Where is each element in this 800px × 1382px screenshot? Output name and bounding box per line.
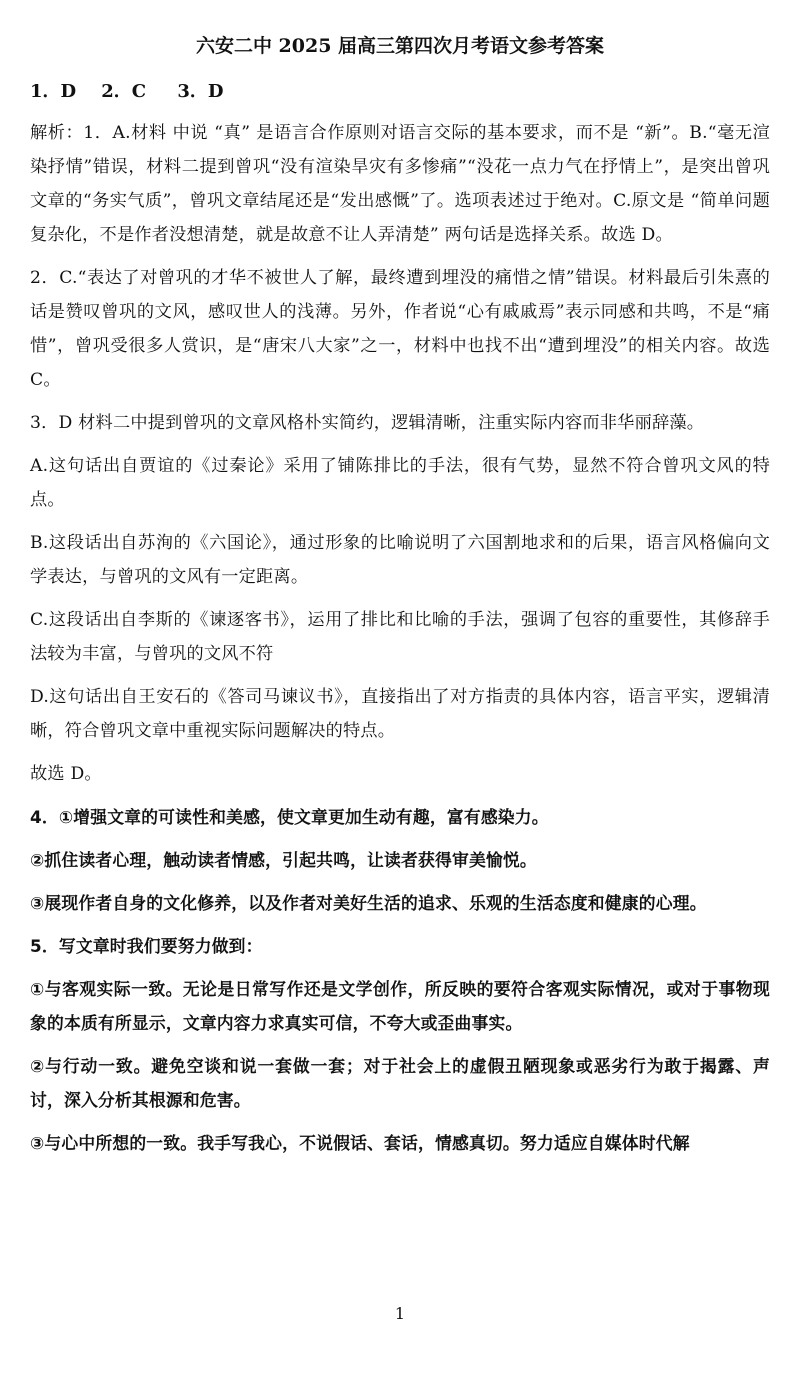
paragraph: 解析：1．A.材料 中说 “真” 是语言合作原则对语言交际的基本要求，而不是 “新”。B.“毫无渲染抒情”错误，材料二提到曾巩“没有渲染旱灾有多惨痛”“没花一点力气在抒情上”，是突出曾巩文章的“务实气质”，曾巩文章结尾还是“发出感慨”了。选项表述过于绝对。C.原文是 “简单问题复杂化，不是作者没想清楚，就是故意不让人弄清楚” 两句话是选择关系。故选 D。 (30, 123, 770, 245)
paragraph: ③与心中所想的一致。我手写我心，不说假话、套话，情感真切。努力适应自媒体时代解 (30, 1133, 690, 1153)
paragraph: B.这段话出自苏洵的《六国论》，通过形象的比喻说明了六国割地求和的后果，语言风格偏向文学表达，与曾巩的文风有一定距离。 (30, 533, 770, 587)
page-number: 1 (394, 1304, 406, 1323)
paragraph: 故选 D。 (30, 764, 102, 784)
paragraph: ③展现作者自身的文化修养，以及作者对美好生活的追求、乐观的生活态度和健康的心理。 (30, 893, 707, 913)
paragraph: ①与客观实际一致。无论是日常写作还是文学创作，所反映的要符合客观实际情况，或对于事物现象的本质有所显示，文章内容力求真实可信，不夸大或歪曲事实。 (30, 979, 770, 1033)
paragraph: A.这句话出自贾谊的《过秦论》采用了铺陈排比的手法，很有气势，显然不符合曾巩文风的特点。 (30, 456, 770, 510)
answer-summary: 1．D 2．C 3．D (30, 81, 224, 102)
paragraph: 3．D 材料二中提到曾巩的文章风格朴实简约，逻辑清晰，注重实际内容而非华丽辞藻。 (30, 413, 705, 433)
paragraph: D.这句话出自王安石的《答司马谏议书》，直接指出了对方指责的具体内容，语言平实，逻辑清晰，符合曾巩文章中重视实际问题解决的特点。 (30, 687, 770, 741)
paragraph: 2．C.“表达了对曾巩的才华不被世人了解，最终遭到埋没的痛惜之情”错误。材料最后引朱熹的话是赞叹曾巩的文风，感叹世人的浅薄。另外，作者说“心有戚戚焉”表示同感和共鸣，不是“痛惜”，曾巩受很多人赏识，是“唐宋八大家”之一，材料中也找不出“遭到埋没”的相关内容。故选 C。 (30, 268, 770, 390)
answer-explanations (30, 116, 770, 1160)
paragraph: ②与行动一致。避免空谈和说一套做一套；对于社会上的虚假丑陋现象或恶劣行为敢于揭露、声讨，深入分析其根源和危害。 (30, 1056, 770, 1110)
paragraph: ②抓住读者心理，触动读者情感，引起共鸣，让读者获得审美愉悦。 (30, 850, 537, 870)
paragraph: 4．①增强文章的可读性和美感，使文章更加生动有趣，富有感染力。 (30, 807, 549, 827)
paragraph: C.这段话出自李斯的《谏逐客书》，运用了排比和比喻的手法，强调了包容的重要性，其修辞手法较为丰富，与曾巩的文风不符 (30, 610, 770, 664)
document-title: 六安二中 2025 届高三第四次月考语文参考答案 (195, 35, 605, 57)
paragraph: 5．写文章时我们要努力做到： (30, 936, 263, 956)
